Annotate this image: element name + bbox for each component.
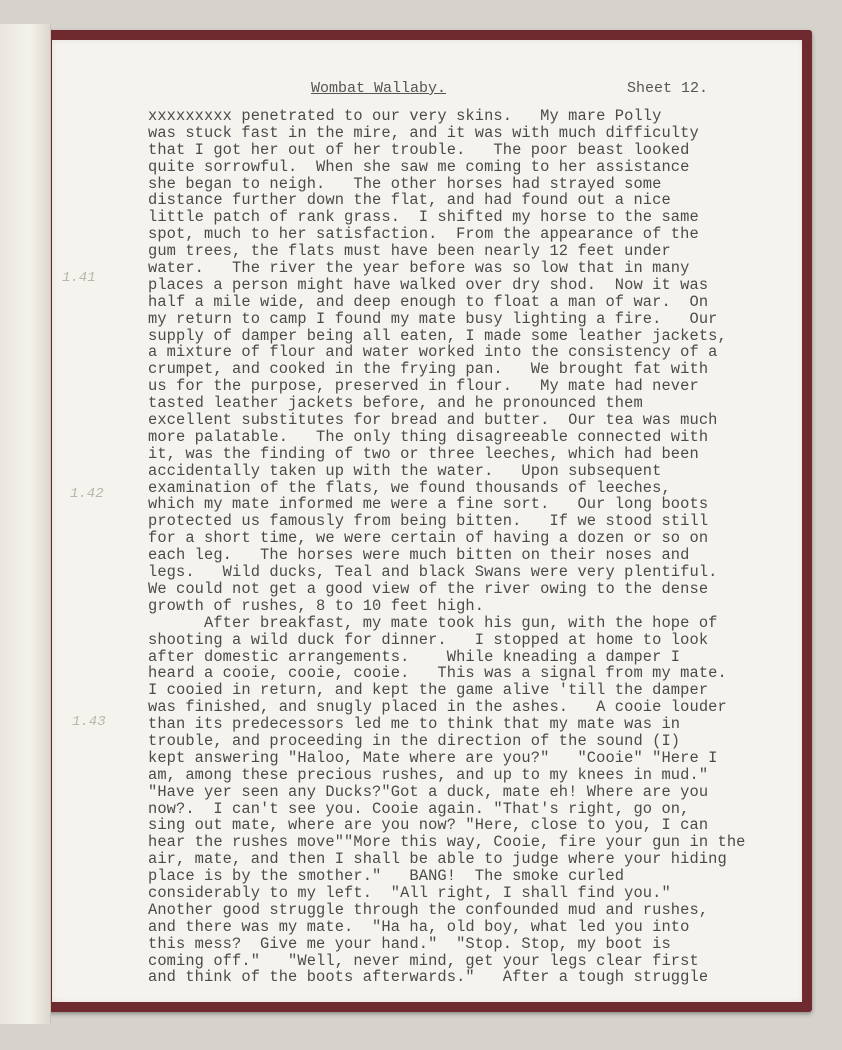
text-line: trouble, and proceeding in the direction of the sound (I): [148, 731, 681, 750]
text-line: growth of rushes, 8 to 10 feet high.: [148, 596, 485, 615]
text-line: I cooied in return, and kept the game alive 'till the damper: [148, 681, 709, 700]
text-line: Another good struggle through the confounded mud and rushes,: [148, 900, 709, 919]
text-line: little patch of rank grass. I shifted my horse to the same: [148, 208, 699, 227]
text-line: that I got her out of her trouble. The poor beast looked: [148, 140, 690, 159]
text-line: now?. I can't see you. Cooie again. "That's right, go on,: [148, 799, 690, 818]
text-line: which my mate informed me were a fine sort. Our long boots: [148, 495, 709, 514]
text-line: after domestic arrangements. While kneading a damper I: [148, 647, 681, 666]
text-line: place is by the smother." BANG! The smoke curled: [148, 867, 625, 886]
margin-note: 1.43: [72, 714, 106, 730]
text-line: than its predecessors led me to think that my mate was in: [148, 715, 681, 734]
text-line: us for the purpose, preserved in flour. My mate had never: [148, 377, 699, 396]
text-line: more palatable. The only thing disagreeable connected with: [148, 427, 709, 446]
text-line: for a short time, we were certain of having a dozen or so on: [148, 529, 709, 548]
text-line: We could not get a good view of the river owing to the dense: [148, 579, 709, 598]
text-line: hear the rushes move""More this way, Cooie, fire your gun in the: [148, 833, 746, 852]
margin-note: 1.41: [62, 270, 96, 286]
text-line: "Have yer seen any Ducks?"Got a duck, mate eh! Where are you: [148, 782, 709, 801]
text-line: she began to neigh. The other horses had strayed some: [148, 174, 662, 193]
text-line: each leg. The horses were much bitten on their noses and: [148, 546, 690, 565]
text-line: a mixture of flour and water worked into the consistency of a: [148, 343, 718, 362]
text-line: am, among these precious rushes, and up to my knees in mud.": [148, 765, 709, 784]
text-line: protected us famously from being bitten. If we stood still: [148, 512, 709, 531]
text-line: supply of damper being all eaten, I made some leather jackets,: [148, 326, 727, 345]
text-line: this mess? Give me your hand." "Stop. Stop, my boot is: [148, 934, 671, 953]
text-line: sing out mate, where are you now? "Here, close to you, I can: [148, 816, 709, 835]
text-line: places a person might have walked over dry shod. Now it was: [148, 275, 709, 294]
text-line: After breakfast, my mate took his gun, with the hope of: [148, 613, 718, 632]
typescript-page: [52, 40, 802, 1002]
sheet-number: Sheet 12.: [627, 80, 709, 97]
text-line: distance further down the flat, and had found out a nice: [148, 191, 671, 210]
text-line: kept answering "Haloo, Mate where are you?" "Cooie" "Here I: [148, 748, 718, 767]
text-line: examination of the flats, we found thousands of leeches,: [148, 478, 671, 497]
text-line: my return to camp I found my mate busy lighting a fire. Our: [148, 309, 718, 328]
text-line: considerably to my left. "All right, I shall find you.": [148, 883, 671, 902]
text-line: quite sorrowful. When she saw me coming to her assistance: [148, 157, 690, 176]
text-line: excellent substitutes for bread and butter. Our tea was much: [148, 411, 718, 430]
text-line: and think of the boots afterwards." After a tough struggle: [148, 968, 709, 987]
text-line: spot, much to her satisfaction. From the appearance of the: [148, 225, 699, 244]
text-line: accidentally taken up with the water. Upon subsequent: [148, 461, 662, 480]
text-line: air, mate, and then I shall be able to judge where your hiding: [148, 850, 727, 869]
text-line: water. The river the year before was so low that in many: [148, 259, 690, 278]
text-line: gum trees, the flats must have been nearly 12 feet under: [148, 242, 671, 261]
text-line: half a mile wide, and deep enough to float a man of war. On: [148, 292, 709, 311]
text-line: heard a cooie, cooie, cooie. This was a signal from my mate.: [148, 664, 727, 683]
text-line: and there was my mate. "Ha ha, old boy, what led you into: [148, 917, 690, 936]
text-line: coming off." "Well, never mind, get your legs clear first: [148, 951, 699, 970]
margin-note: 1.42: [70, 486, 104, 502]
text-line: was finished, and snugly placed in the ashes. A cooie louder: [148, 698, 727, 717]
page-title: Wombat Wallaby.: [311, 80, 447, 97]
facing-page-edge: [0, 24, 51, 1024]
text-line: crumpet, and cooked in the frying pan. We brought fat with: [148, 360, 709, 379]
text-line: legs. Wild ducks, Teal and black Swans were very plentiful.: [148, 563, 718, 582]
text-line: xxxxxxxxx penetrated to our very skins. My mare Polly: [148, 107, 662, 125]
body-text: [148, 108, 808, 986]
text-line: shooting a wild duck for dinner. I stopped at home to look: [148, 630, 709, 649]
text-line: tasted leather jackets before, and he pronounced them: [148, 394, 643, 413]
text-line: was stuck fast in the mire, and it was with much difficulty: [148, 123, 699, 142]
text-line: it, was the finding of two or three leeches, which had been: [148, 444, 699, 463]
